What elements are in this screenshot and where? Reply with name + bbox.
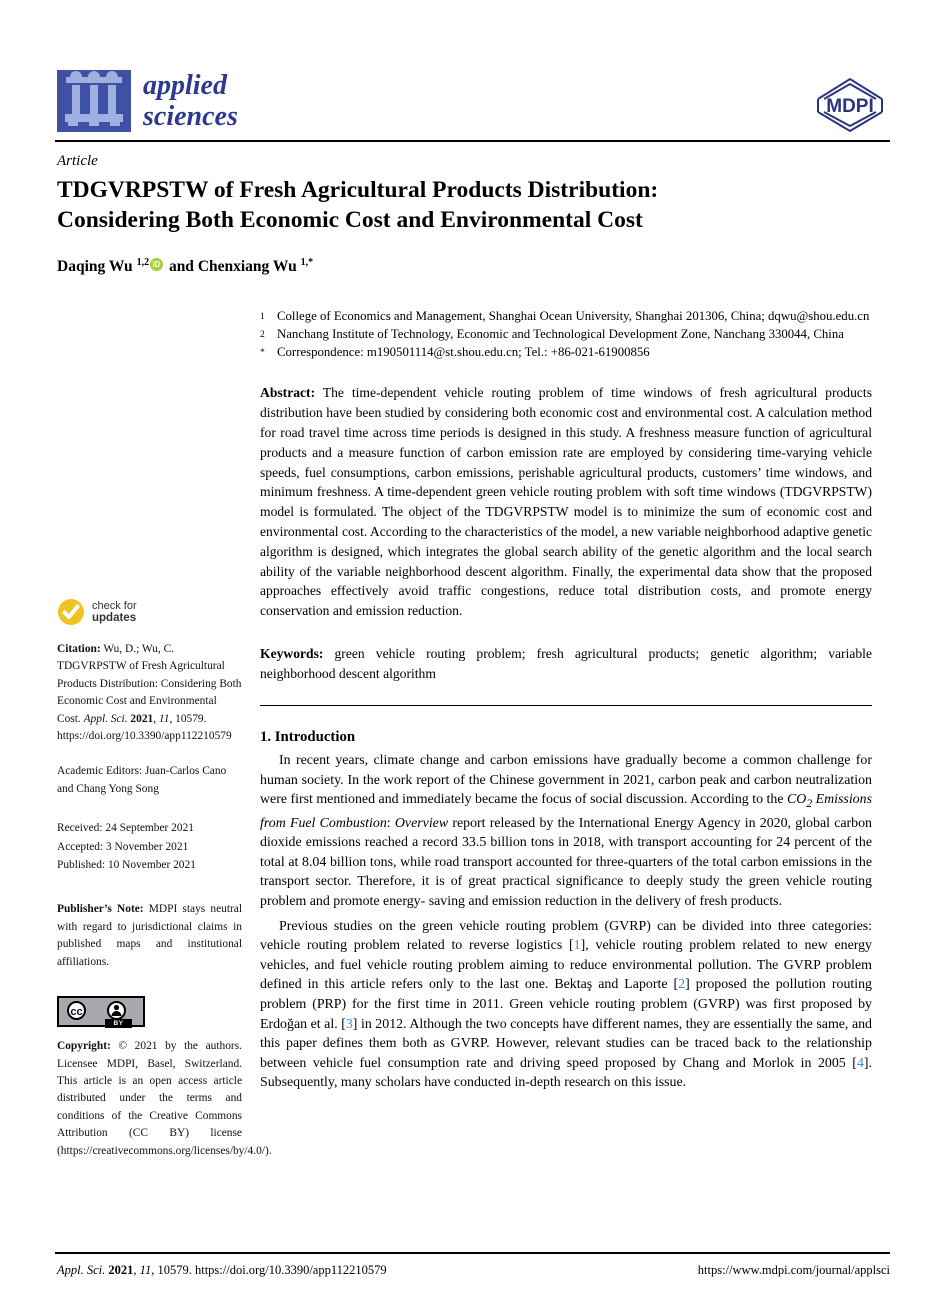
- by-label: BY: [105, 1019, 132, 1028]
- cc-by-license-badge[interactable]: [57, 996, 145, 1027]
- paragraph-text: ] proposed the pollution routing problem (PRP) for the first time in 2011. Green vehicle routing problem (GVRP) was first proposed by Erdoğan et al. [: [260, 977, 873, 1032]
- citation-doi[interactable]: , 10579. https://doi.org/10.3390/app112210579: [57, 712, 232, 743]
- copyright-label: Copyright:: [57, 1040, 111, 1053]
- cc-icon: cc: [67, 1001, 86, 1020]
- footer-divider: [55, 1252, 890, 1254]
- copyright-statement: Copyright: © 2021 by the authors. Licensee MDPI, Basel, Switzerland. This article is an open access article distributed under the terms and conditions of the Creative Commons Attribution (CC BY) license (https://creativecommons.org/licenses/by/4.0/).: [57, 1040, 272, 1157]
- intro-paragraph-2: [260, 917, 872, 1093]
- publishers-note-label: Publisher’s Note:: [57, 903, 144, 916]
- affiliation-text: Nanchang Institute of Technology, Economic and Technological Development Zone, Nanchang 330044, China: [277, 326, 844, 341]
- affiliation-row: [260, 326, 872, 344]
- author-conjunction: and: [165, 258, 198, 276]
- affiliation-marker: *: [260, 347, 265, 358]
- check-for-updates-button[interactable]: [57, 598, 242, 626]
- keywords-label: Keywords:: [260, 645, 324, 661]
- title-line1: TDGVRPSTW of Fresh Agricultural Products Distribution:: [57, 177, 659, 203]
- citation-ref-1[interactable]: 1: [573, 938, 581, 954]
- received-date: Received: 24 September 2021: [57, 822, 194, 835]
- affiliation-marker: 1: [260, 312, 265, 322]
- affiliation-text: College of Economics and Management, Shanghai Ocean University, Shanghai 201306, China; dqwu@shou.edu.cn: [277, 309, 870, 323]
- footer-citation: Appl. Sci. 2021, 11, 10579. https://doi.org/10.3390/app112210579: [57, 1263, 387, 1277]
- keywords-text: green vehicle routing problem; fresh agricultural products; genetic algorithm; variable neighborhood descent algorithm: [260, 645, 872, 681]
- co2-subscript: 2: [806, 797, 813, 811]
- italic-work-title: $CO_2$ Emissions from Fuel Combustion: [260, 792, 872, 831]
- footer-volume: 11: [139, 1263, 152, 1277]
- journal-abbrev: Appl. Sci.: [83, 712, 131, 725]
- crossmark-check-icon: [57, 598, 85, 626]
- abstract-text: The time-dependent vehicle routing problem of time windows of fresh agricultural products distribution have been studied by considering both economic cost and environmental cost. A calculation method for road travel time across time periods is designed in this study. A freshness measure function of agricultural products and a measure function of carbon emission rate are employed by considering time-varying vehicle speeds, fuel consumptions, carbon emissions, perishable agricultural products, customers’ time windows, and minimum freshness. A time-dependent green vehicle routing problem with soft time windows (TDGVRPSTW) model is formulated. The object of the TDGVRPSTW model is to minimize the sum of economic cost and environmental cost. According to the characteristics of the model, a new variable neighborhood adaptive genetic algorithm is designed, which integrates the global search ability of the genetic algorithm and the local search ability of the variable neighborhood descent algorithm. Finally, the experimental data show that the proposed approaches effectively avoid traffic congestions, reduce total distribution costs, and promote energy conservation and emission reduction.: [260, 385, 872, 619]
- intro-paragraph-1: In recent years, climate change and carbon emissions have gradually become a common challenge for human society. In the work report of the Chinese government in 2021, carbon peak and carbon neutralization were first mentioned and immediately became the focus of social discussion. According to the $CO_2$ Emissions from Fuel Combustion: Overview report released by the International Energy Agency in 2020, global carbon dioxide emissions reached a record 33.5 billion tons in 2018, with transport accounting for 24 percent of the total at 8.04 billion tons, while road transport accounted for three-quarters of the total carbon emissions in the transport sector. Therefore, it is of great practical significance to deeply study the green vehicle routing problem and promote energy- saving and emission reduction in the delivery of fresh products.: [260, 753, 872, 909]
- crossmark-label: check for updates: [92, 599, 137, 624]
- title-line2: Considering Both Economic Cost and Environmental Cost: [57, 207, 643, 233]
- journal-abbrev: Appl. Sci.: [57, 1263, 109, 1277]
- publishers-note: Publisher’s Note: MDPI stays neutral with regard to jurisdictional claims in published maps and institutional affiliations.: [57, 903, 242, 968]
- keywords: [260, 644, 872, 684]
- citation-ref-4[interactable]: 4: [856, 1055, 864, 1071]
- correspondence-text: Correspondence: m190501114@st.shou.edu.cn; Tel.: +86-021-61900856: [277, 344, 650, 359]
- published-date: Published: 10 November 2021: [57, 859, 196, 872]
- paragraph-text: ] in 2012. Although the two concepts have different names, they are essentially the same, and this paper defines them both as GVRP. However, relevant studies can be traced back to the relationship between vehicle fuel consumption rate and driving speed proposed by Chang and Morlok in 2005 [: [260, 1016, 873, 1071]
- author1-affil-sup: 1,2: [136, 257, 150, 268]
- footer-journal-url[interactable]: https://www.mdpi.com/journal/applsci: [697, 1263, 890, 1277]
- author-line: [57, 257, 313, 276]
- paragraph-text: report released by the International Energy Agency in 2020, global carbon dioxide emissions reached a record 33.5 billion tons in 2018, with transport accounting for 24 percent of the total at 8.04 billion tons, while road transport accounted for three-quarters of the total carbon emissions in the transport sector. Therefore, it is of great practical significance to deeply study the green vehicle routing problem and promote energy- saving and emission reduction in the delivery of fresh products.: [260, 815, 872, 909]
- author2-name: Chenxiang Wu: [197, 258, 297, 276]
- orcid-icon[interactable]: iD: [150, 258, 163, 271]
- accepted-date: Accepted: 3 November 2021: [57, 840, 189, 853]
- sidebar: [57, 598, 272, 1160]
- citation-label: Citation:: [57, 643, 101, 655]
- academic-editors: Academic Editors: Juan-Carlos Cano and Chang Yong Song: [57, 765, 227, 795]
- journal-name: [143, 70, 238, 132]
- footer-doi-link[interactable]: , 10579. https://doi.org/10.3390/app112210579: [151, 1263, 387, 1277]
- citation-block: Citation: Wu, D.; Wu, C. TDGVRPSTW of Fresh Agricultural Products Distribution: Considering Both Economic Cost and Environmental Cost. Appl. Sci. 2021, 11, 10579. https://doi.org/10.3390/app112210579: [57, 643, 242, 743]
- citation-volume: 11: [158, 712, 170, 725]
- article-type-label: Article: [57, 153, 98, 169]
- paragraph-text: Previous studies on the green vehicle routing problem (GVRP) can be divided into three categories: vehicle routing problem related to reverse logistics [: [260, 918, 872, 954]
- affiliation-row: [260, 308, 872, 326]
- author1-name: Daqing Wu: [57, 258, 133, 276]
- citation-year: 2021: [130, 712, 154, 725]
- applied-sciences-logo-icon: [57, 70, 131, 132]
- author2-affil-sup: 1,*: [300, 257, 314, 268]
- section-heading-introduction: 1. Introduction: [260, 729, 356, 746]
- paragraph-text: ]. Subsequently, many scholars have conducted in-depth research on this issue.: [260, 1055, 872, 1091]
- mdpi-wordmark: MDPI: [826, 96, 874, 117]
- page-title: [57, 175, 877, 235]
- affiliation-row: [260, 344, 872, 362]
- main-column: [260, 308, 872, 1093]
- paragraph-text: In recent years, climate change and carbon emissions have gradually become a common challenge for human society. In the work report of the Chinese government in 2021, carbon peak and carbon neutralization were first mentioned and immediately became the focus of social discussion. According to the: [260, 753, 872, 808]
- history-dates: [57, 819, 242, 874]
- mdpi-logo-icon: [810, 72, 890, 138]
- citation-ref-2[interactable]: 2: [678, 977, 686, 993]
- keywords-divider: [260, 705, 872, 707]
- abstract-label: Abstract:: [260, 385, 316, 401]
- abstract: [260, 383, 872, 621]
- paragraph-text: ], vehicle routing problem related to new energy vehicles, and fuel vehicle routing problem aiming to reduce environmental pollution. The GVRP problem defined in this article refers only to the last one. Bektaş and Laporte [: [260, 938, 873, 993]
- affiliation-marker: 2: [260, 329, 265, 340]
- citation-ref-3[interactable]: 3: [345, 1016, 353, 1032]
- header-divider: [55, 140, 890, 142]
- footer-year: 2021: [108, 1263, 134, 1277]
- italic-work-title: Overview: [394, 815, 449, 831]
- journal-name-line1: applied: [143, 70, 227, 101]
- person-icon: [107, 1001, 126, 1020]
- journal-name-line2: sciences: [143, 101, 238, 132]
- test-tubes-icon: [57, 70, 131, 132]
